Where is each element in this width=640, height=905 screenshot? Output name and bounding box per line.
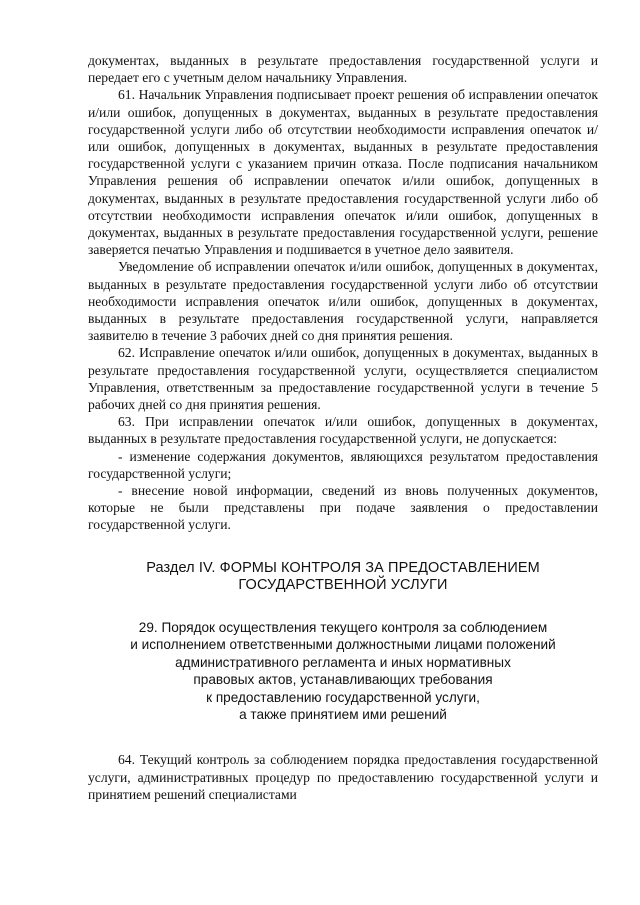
section-heading-line-1: Раздел IV. ФОРМЫ КОНТРОЛЯ ЗА ПРЕДОСТАВЛЕНИЕМ (146, 559, 540, 576)
list-item-new-info: - внесение новой информации, сведений из вновь полученных документов, которые не были представлены при подаче заявления о предоставлении государственной услуги. (88, 483, 598, 533)
subsection-heading-line: административного регламента и иных нормативных (175, 654, 511, 670)
paragraph-62: 62. Исправление опечаток и/или ошибок, допущенных в документах, выданных в результате предоставления государственной услуги, осуществляется специалистом Управления, ответственным за предоставление государственной услуги в течение 5 рабочих дней со дня принятия решения. (88, 345, 598, 413)
paragraph-64: 64. Текущий контроль за соблюдением порядка предоставления государственной услуги, административных процедур по предоставлению государственной услуги и принятием решений специалистами (88, 752, 598, 802)
paragraph-61: 61. Начальник Управления подписывает проект решения об исправлении опечаток и/или ошибок, допущенных в документах, выданных в результате предоставления государственной услуги либо об отсутствии необходимости исправления опечаток и/или ошибок, допущенных в документах, выданных в результате предоставления государственной услуги с указанием причин отказа. После подписания начальником Управления решения об исправлении опечаток и/или ошибок, допущенных в документах, выданных в результате предоставления государственной услуги либо об отсутствии необходимости исправления опечаток и/или ошибок, допущенных в документах, выданных в результате предоставления государственной услуги, решение заверяется печатью Управления и подшивается в учетное дело заявителя. (88, 87, 598, 258)
list-item-change: - изменение содержания документов, являющихся результатом предоставления государственной услуги; (88, 448, 598, 481)
section-heading-line-2: ГОСУДАРСТВЕННОЙ УСЛУГИ (238, 577, 448, 594)
document-page (88, 52, 598, 803)
paragraph-notification: Уведомление об исправлении опечаток и/или ошибок, допущенных в документах, выданных в результате предоставления государственной услуги либо об отсутствии необходимости исправления опечаток и/или ошибок, допущенных в документах, выданных в результате предоставления государственной услуги, направляется заявителю в течение 3 рабочих дней со дня принятия решения. (88, 259, 598, 344)
section-heading (88, 560, 598, 595)
paragraph-63: 63. При исправлении опечаток и/или ошибок, допущенных в документах, выданных в результате предоставления государственной услуги, не допускается: (88, 414, 598, 447)
subsection-heading-line: 29. Порядок осуществления текущего контроля за соблюдением (138, 619, 548, 635)
subsection-heading-line: к предоставлению государственной услуги, (206, 689, 480, 705)
subsection-heading-line: правовых актов, устанавливающих требования (193, 672, 493, 688)
subsection-heading-line: и исполнением ответственными должностными лицами положений (130, 637, 556, 653)
paragraph-continuation: документах, выданных в результате предоставления государственной услуги и передает его с учетным делом начальнику Управления. (88, 53, 598, 86)
subsection-heading (88, 619, 598, 723)
subsection-heading-line: а также принятием ими решений (239, 706, 447, 722)
